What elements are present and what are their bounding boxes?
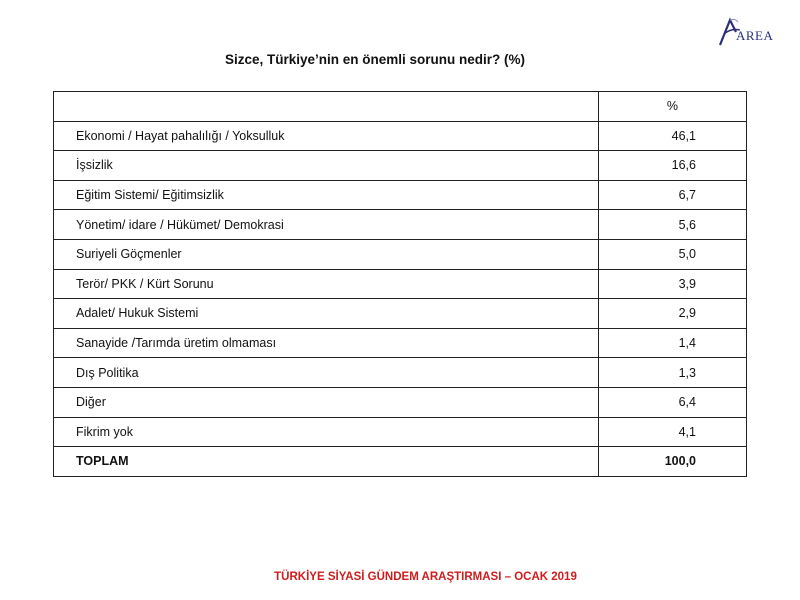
table-row <box>54 121 747 151</box>
row-value-cell: 100,0 <box>599 447 747 477</box>
table-row <box>54 151 747 181</box>
row-label-cell: Fikrim yok <box>54 417 599 447</box>
table-row <box>54 387 747 417</box>
row-label-cell: Suriyeli Göçmenler <box>54 239 599 269</box>
table-row <box>54 299 747 329</box>
row-label-cell: TOPLAM <box>54 447 599 477</box>
row-value-cell: 6,7 <box>599 180 747 210</box>
row-value-cell: 16,6 <box>599 151 747 181</box>
row-value-cell: 1,3 <box>599 358 747 388</box>
row-label-cell: Ekonomi / Hayat pahalılığı / Yoksulluk <box>54 121 599 151</box>
row-value-cell: 46,1 <box>599 121 747 151</box>
area-logo-text: AREA <box>736 28 774 43</box>
row-label-cell: Adalet/ Hukuk Sistemi <box>54 299 599 329</box>
table-header-row <box>54 92 747 122</box>
row-value-cell: 5,0 <box>599 239 747 269</box>
row-value-cell: 4,1 <box>599 417 747 447</box>
table-row <box>54 269 747 299</box>
row-label-cell: İşsizlik <box>54 151 599 181</box>
row-label-cell: Dış Politika <box>54 358 599 388</box>
row-label-cell: Diğer <box>54 387 599 417</box>
row-label-cell: Sanayide /Tarımda üretim olmaması <box>54 328 599 358</box>
table-row <box>54 417 747 447</box>
table-row <box>54 239 747 269</box>
header-label-cell <box>54 92 599 122</box>
header-percent-cell: % <box>599 92 747 122</box>
footer-title: TÜRKİYE SİYASİ GÜNDEM ARAŞTIRMASI – OCAK 2019 <box>274 571 577 583</box>
row-label-cell: Yönetim/ idare / Hükümet/ Demokrasi <box>54 210 599 240</box>
table-row <box>54 358 747 388</box>
page-title: Sizce, Türkiye’nin en önemli sorunu nedir? (%) <box>224 52 526 67</box>
results-table <box>53 91 747 477</box>
row-label-cell: Terör/ PKK / Kürt Sorunu <box>54 269 599 299</box>
row-value-cell: 5,6 <box>599 210 747 240</box>
table-row <box>54 180 747 210</box>
table-total-row <box>54 447 747 477</box>
row-value-cell: 3,9 <box>599 269 747 299</box>
row-value-cell: 1,4 <box>599 328 747 358</box>
table-row <box>54 210 747 240</box>
table-row <box>54 328 747 358</box>
row-label-cell: Eğitim Sistemi/ Eğitimsizlik <box>54 180 599 210</box>
row-value-cell: 6,4 <box>599 387 747 417</box>
row-value-cell: 2,9 <box>599 299 747 329</box>
